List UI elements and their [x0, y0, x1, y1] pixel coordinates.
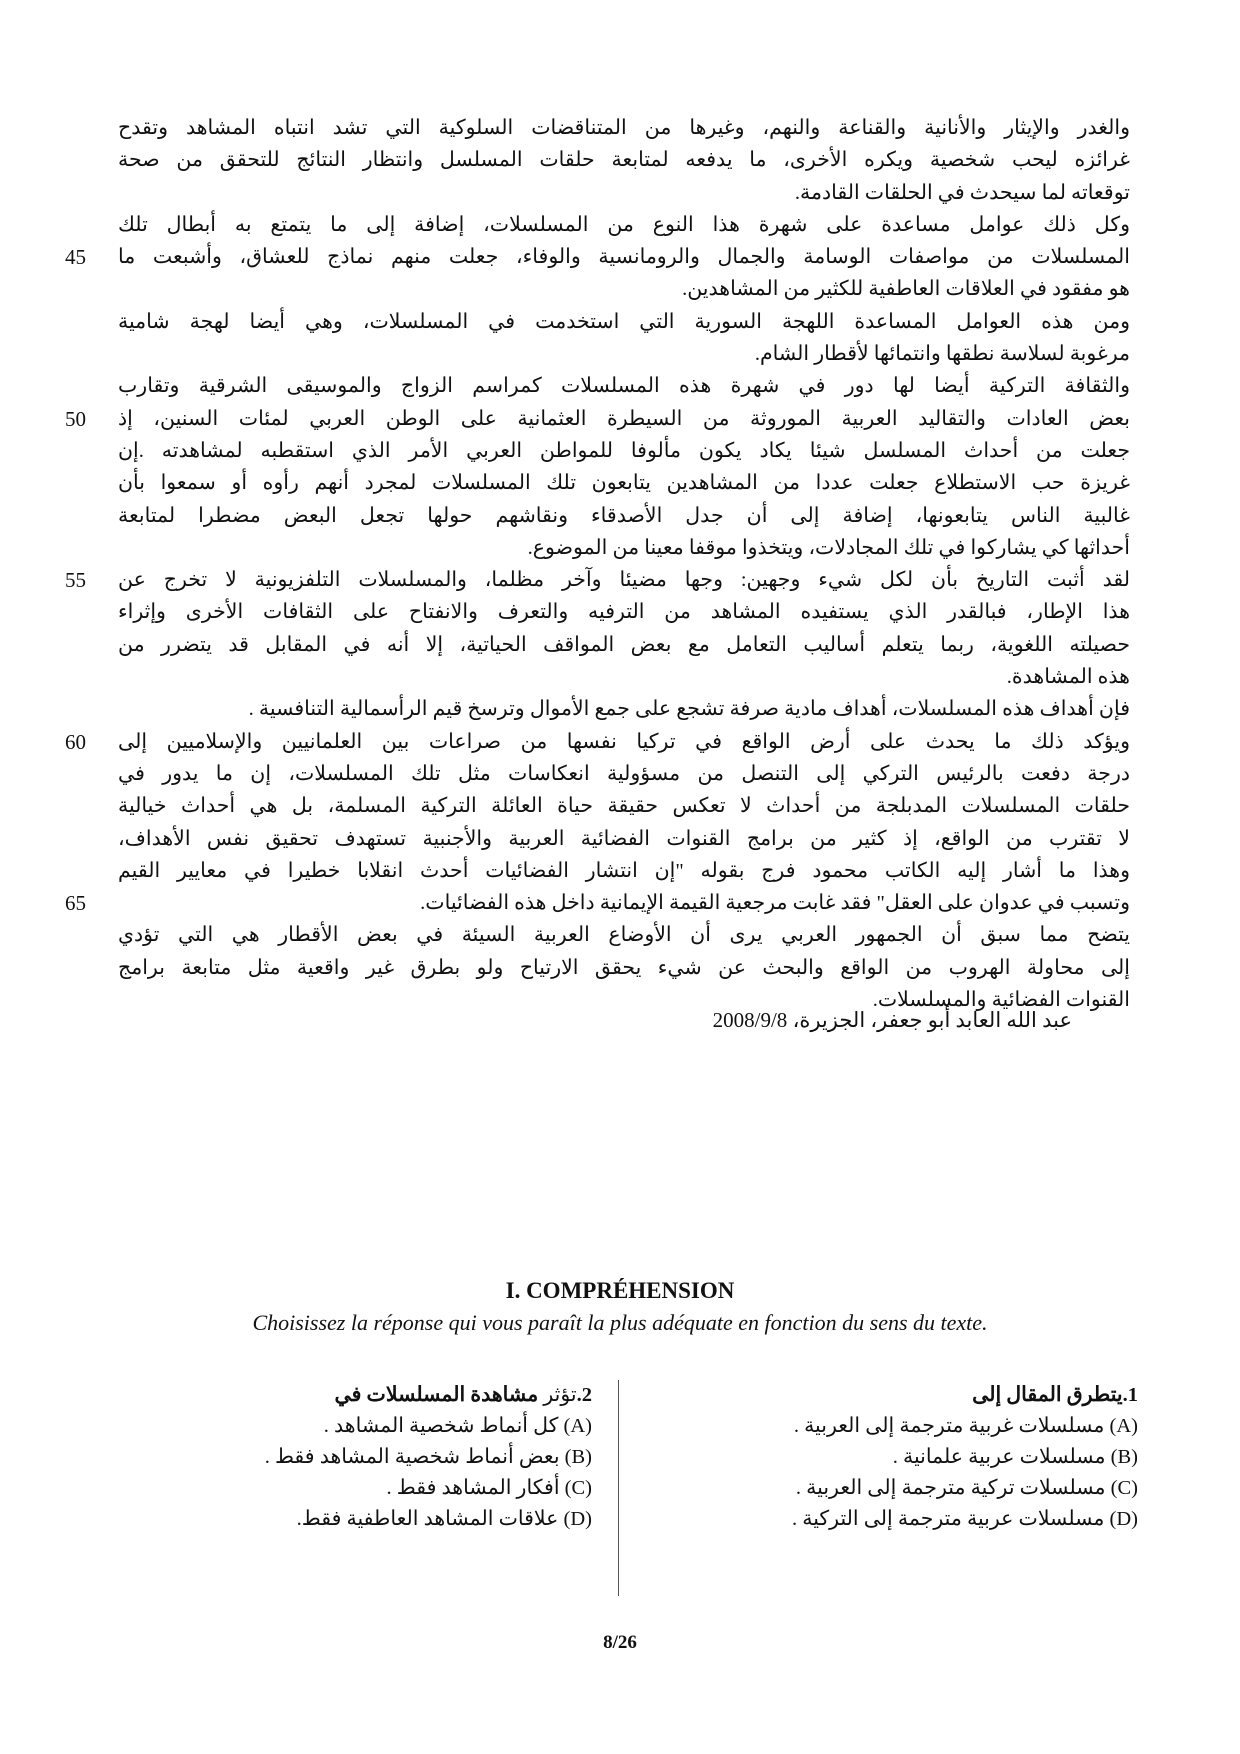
passage-line-text: يتضح مما سبق أن الجمهور العربي يرى أن الأوضاع العربية السيئة في بعض الأقطار هي التي تؤدي [118, 924, 1130, 947]
line-number: 50 [65, 406, 86, 431]
question-1-number: 1. [1122, 1384, 1138, 1406]
line-number: 60 [65, 729, 86, 754]
question-1-option-c[interactable]: (C) مسلسلات تركية مترجمة إلى العربية . [795, 1477, 1138, 1499]
passage-line [118, 693, 1130, 725]
passage-line-text: المسلسلات من مواصفات الوسامة والجمال والرومانسية والوفاء، جعلت منهم نماذج للعشاق، وأشبعت ما [118, 246, 1130, 269]
passage-line-text: لقد أثبت التاريخ بأن لكل شيء وجهين: وجها مضيئا وآخر مظلما، والمسلسلات التلفزيونية لا تخرج عن [118, 569, 1130, 592]
question-1-option-b[interactable]: (B) مسلسلات عربية علمانية . [892, 1446, 1138, 1468]
passage-line-text: غريزة حب الاستطلاع جعلت عددا من المشاهدين يتابعون تلك المسلسلات لمجرد أنهم رأوه أو سمعوا بأن [118, 472, 1130, 495]
passage-line [118, 467, 1130, 499]
passage-line [65, 403, 1130, 435]
question-2-text: تؤثر [543, 1384, 577, 1406]
passage-line [118, 370, 1130, 402]
passage-line-text: جعلت من أحداث المسلسل شيئا يكاد يكون مألوفا للمواطن العربي الأمر الذي استقطبه لمشاهدته .إن [118, 439, 1130, 462]
passage-line [118, 629, 1130, 661]
passage-line [118, 532, 1130, 564]
question-2-number: 2. [576, 1384, 592, 1406]
passage-line-text: والغدر والإيثار والأنانية والقناعة والنهم، وغيرها من المتناقضات السلوكية التي تشد انتباه المشاهد وتقدح [118, 117, 1130, 139]
question-2-option-a[interactable]: (A) كل أنماط شخصية المشاهد . [323, 1415, 592, 1437]
question-1-prompt [678, 1380, 1138, 1411]
passage-line [118, 435, 1130, 467]
passage-line-text: إلى محاولة الهروب من الواقع والبحث عن شيء يحقق الارتياح ولو بطرق غير واقعية مثل متابعة برامج [118, 956, 1130, 979]
passage-line [65, 887, 1130, 919]
article-citation: عبد الله العابد أبو جعفر، الجزيرة، 2008/9/8 [712, 1008, 1072, 1032]
passage-line [118, 500, 1130, 532]
section-title: I. COMPRÉHENSION [505, 1278, 735, 1303]
passage-line [65, 564, 1130, 596]
passage-line-text: حصيلته اللغوية، ربما يتعلم أساليب التعامل مع بعض المواقف الحياتية، إلا أنه في المقابل قد يتضرر من [118, 633, 1130, 656]
passage-line [118, 177, 1130, 209]
line-number: 55 [65, 568, 86, 593]
passage-line [65, 726, 1130, 758]
passage-line [65, 241, 1130, 273]
question-1-option-d[interactable]: (D) مسلسلات عربية مترجمة إلى التركية . [791, 1508, 1138, 1530]
passage-line-text: فإن أهداف هذه المسلسلات، أهداف مادية صرفة تشجع على جمع الأموال وترسخ قيم الرأسمالية التنافسية . [248, 698, 1130, 721]
passage-line [118, 758, 1130, 790]
passage-line [118, 596, 1130, 628]
passage-line-text: هو مفقود في العلاقات العاطفية للكثير من المشاهدين. [682, 278, 1130, 301]
passage-line-text: مرغوبة لسلاسة نطقها وانتمائها لأقطار الشام. [754, 343, 1130, 366]
passage-line-text: هذا الإطار، فبالقدر الذي يستفيده المشاهد من الترفيه والتعرف والانفتاح على الثقافات الأخرى وإثراء [118, 601, 1130, 624]
question-2 [152, 1380, 592, 1535]
passage-line-text: أحداثها كي يشاركوا في تلك المجادلات، ويتخذوا موقفا معينا من الموضوع. [527, 536, 1130, 559]
passage-line-text: لا تقترب من الواقع، إذ كثير من برامج القنوات الفضائية العربية والأجنبية تستهدف تحقيق نفس الأهداف، [118, 827, 1130, 850]
passage-line-text: هذه المشاهدة. [1006, 666, 1130, 689]
question-2-option-b[interactable]: (B) بعض أنماط شخصية المشاهد فقط . [264, 1446, 592, 1468]
passage-line [118, 273, 1130, 305]
section-instruction: Choisissez la réponse qui vous paraît la plus adéquate en fonction du sens du texte. [252, 1310, 988, 1335]
passage-line-text: والثقافة التركية أيضا لها دور في شهرة هذه المسلسلات كمراسم الزواج والموسيقى الشرقية وتقارب [118, 375, 1130, 398]
passage-line-text: وكل ذلك عوامل مساعدة على شهرة هذا النوع من المسلسلات، إضافة إلى ما يتمتع به أبطال تلك [118, 213, 1130, 236]
passage-line-text: وتسبب في عدوان على العقل" فقد غابت مرجعية القيمة الإيمانية داخل هذه الفضائيات. [420, 892, 1130, 915]
question-1-option-a[interactable]: (A) مسلسلات غربية مترجمة إلى العربية . [793, 1415, 1138, 1437]
passage-line-text: ويؤكد ذلك ما يحدث على أرض الواقع في تركيا نفسها من صراعات بين العلمانيين والإسلاميين إلى [118, 730, 1130, 753]
question-2-option-d[interactable]: (D) علاقات المشاهد العاطفية فقط. [296, 1508, 592, 1530]
question-2-option-c[interactable]: (C) أفكار المشاهد فقط . [386, 1477, 592, 1499]
line-number: 45 [65, 245, 86, 270]
passage-line [118, 112, 1130, 144]
passage-line-text: غرائزه ليحب شخصية ويكره الأخرى، ما يدفعه لمتابعة حلقات المسلسل وانتظار النتائج للتحقق من صحة [118, 149, 1130, 172]
passage-line-text: القنوات الفضائية والمسلسلات. [872, 989, 1130, 1012]
passage-line [118, 306, 1130, 338]
passage-line [118, 338, 1130, 370]
passage-line [118, 823, 1130, 855]
question-1 [678, 1380, 1138, 1535]
passage-line-text: درجة دفعت بالرئيس التركي إلى التنصل من مسؤولية انعكاسات مثل تلك المسلسلات، إن ما يدور في [118, 762, 1130, 785]
passage-line [118, 790, 1130, 822]
passage-line [118, 952, 1130, 984]
passage-line [118, 855, 1130, 887]
question-2-prompt [152, 1380, 592, 1411]
passage-line [118, 144, 1130, 176]
passage-line [118, 661, 1130, 693]
arabic-passage [65, 112, 1130, 1016]
question-1-text: يتطرق المقال إلى [972, 1384, 1123, 1406]
page-number: 8/26 [603, 1632, 637, 1653]
passage-line-text: غالبية الناس يتابعونها، إضافة إلى أن جدل الأصدقاء ونقاشهم حولها تجعل البعض مضطرا لمتابعة [118, 504, 1130, 527]
passage-line [118, 919, 1130, 951]
passage-line-text: بعض العادات والتقاليد العربية الموروثة من السيطرة العثمانية على الوطن العربي لمئات السنين، إذ [118, 407, 1130, 430]
passage-line-text: ومن هذه العوامل المساعدة اللهجة السورية التي استخدمت في المسلسلات، وهي أيضا لهجة شامية [118, 310, 1130, 333]
passage-line-text: حلقات المسلسلات المدبلجة من أحداث لا تعكس حقيقة حياة العائلة التركية المسلمة، بل هي أحداث خيالية [118, 795, 1130, 818]
question-2-text-bold: مشاهدة المسلسلات في [334, 1384, 539, 1406]
line-number: 65 [65, 891, 86, 916]
passage-line-text: توقعاته لما سيحدث في الحلقات القادمة. [794, 181, 1130, 204]
passage-line [118, 209, 1130, 241]
passage-line-text: وهذا ما أشار إليه الكاتب محمود فرج بقوله "إن انتشار الفضائيات أحدث انقلابا خطيرا في معايير القيم [118, 859, 1130, 882]
column-divider [618, 1380, 619, 1596]
